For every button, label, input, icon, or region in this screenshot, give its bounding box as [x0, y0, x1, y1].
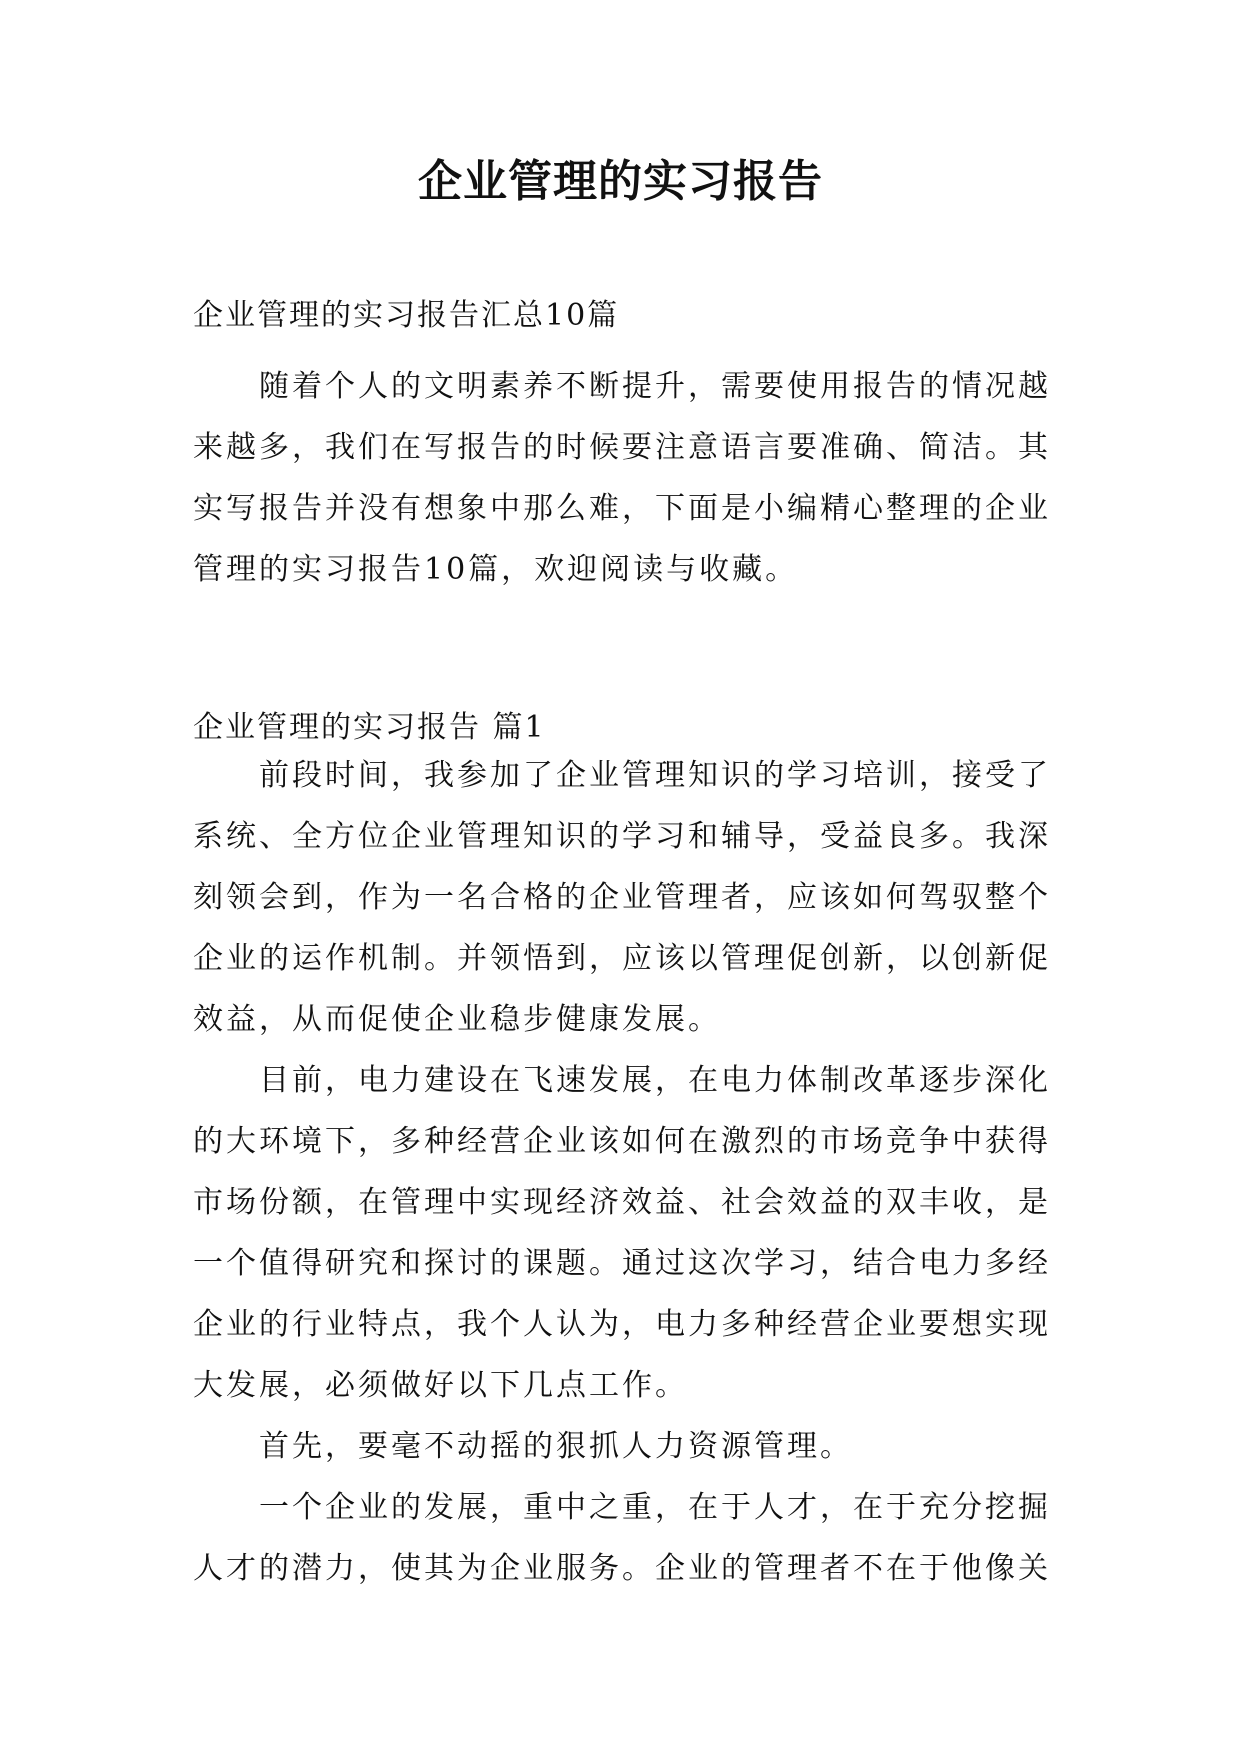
paragraph-line: 市场份额，在管理中实现经济效益、社会效益的双丰收，是 [193, 1185, 1051, 1220]
paragraph-line: 管理的实习报告10篇，欢迎阅读与收藏。 [193, 552, 799, 587]
paragraph-line: 首先，要毫不动摇的狠抓人力资源管理。 [259, 1429, 853, 1464]
paragraph-line: 随着个人的文明素养不断提升，需要使用报告的情况越 [259, 369, 1051, 404]
section-body [193, 745, 1053, 1599]
paragraph-line: 企业的行业特点，我个人认为，电力多种经营企业要想实现 [193, 1307, 1051, 1342]
paragraph-line: 一个值得研究和探讨的课题。通过这次学习，结合电力多经 [193, 1246, 1051, 1281]
paragraph-line: 来越多，我们在写报告的时候要注意语言要准确、简洁。其 [193, 430, 1051, 465]
paragraph-line: 一个企业的发展，重中之重，在于人才，在于充分挖掘 [259, 1490, 1051, 1525]
section-heading: 企业管理的实习报告 篇1 [193, 710, 546, 745]
paragraph-line: 前段时间，我参加了企业管理知识的学习培训，接受了 [259, 758, 1051, 793]
paragraph-line: 的大环境下，多种经营企业该如何在激烈的市场竞争中获得 [193, 1124, 1051, 1159]
paragraph-line: 企业的运作机制。并领悟到，应该以管理促创新，以创新促 [193, 941, 1051, 976]
paragraph-line: 系统、全方位企业管理知识的学习和辅导，受益良多。我深 [193, 819, 1051, 854]
paragraph-line: 目前，电力建设在飞速发展，在电力体制改革逐步深化 [259, 1063, 1051, 1098]
paragraph-line: 人才的潜力，使其为企业服务。企业的管理者不在于他像关 [193, 1551, 1051, 1586]
page-title: 企业管理的实习报告 [418, 156, 823, 207]
paragraph-line: 实写报告并没有想象中那么难，下面是小编精心整理的企业 [193, 491, 1051, 526]
paragraph-line: 刻领会到，作为一名合格的企业管理者，应该如何驾驭整个 [193, 880, 1051, 915]
paragraph-line: 效益，从而促使企业稳步健康发展。 [193, 1002, 721, 1037]
paragraph-line: 大发展，必须做好以下几点工作。 [193, 1368, 688, 1403]
intro-paragraph [193, 356, 1053, 600]
document-subtitle: 企业管理的实习报告汇总10篇 [193, 298, 620, 333]
